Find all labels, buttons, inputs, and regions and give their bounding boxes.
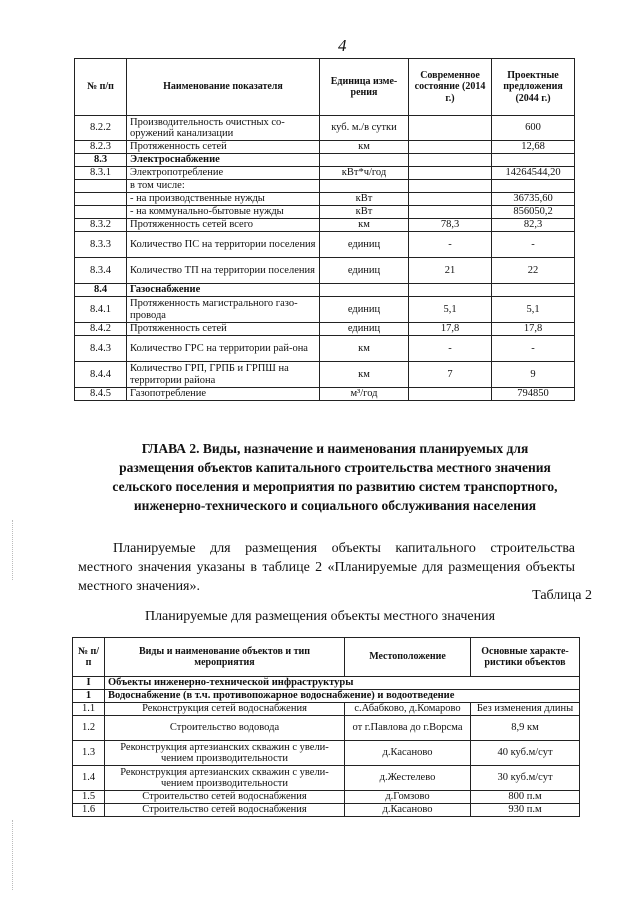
cell-num: 1.6 bbox=[73, 804, 105, 817]
cell-num: 1.3 bbox=[73, 741, 105, 766]
cell-unit: единиц bbox=[320, 297, 409, 323]
cell-num: 8.4.3 bbox=[75, 336, 127, 362]
section-num: 1 bbox=[73, 690, 105, 703]
cell-project: 14264544,20 bbox=[492, 167, 575, 180]
cell-num bbox=[75, 180, 127, 193]
cell-project: 856050,2 bbox=[492, 206, 575, 219]
cell-spec: 800 п.м bbox=[471, 791, 580, 804]
cell-num: 8.3.4 bbox=[75, 258, 127, 284]
header-current: Современное состояние (2014 г.) bbox=[409, 59, 492, 116]
cell-name: Газопотребление bbox=[127, 388, 320, 401]
cell-unit bbox=[320, 180, 409, 193]
cell-name: Количество ПС на территории поселения bbox=[127, 232, 320, 258]
scan-edge bbox=[12, 520, 15, 580]
cell-project: 5,1 bbox=[492, 297, 575, 323]
cell-num: 8.4.4 bbox=[75, 362, 127, 388]
cell-object: Строительство водовода bbox=[105, 716, 345, 741]
cell-current bbox=[409, 167, 492, 180]
table-label: Таблица 2 bbox=[532, 588, 592, 603]
cell-num: 1.4 bbox=[73, 766, 105, 791]
cell-project: 794850 bbox=[492, 388, 575, 401]
cell-num: 8.3.2 bbox=[75, 219, 127, 232]
cell-current: 5,1 bbox=[409, 297, 492, 323]
section-title: Водоснабжение (в т.ч. противопожарное водоснабжение) и водоотведение bbox=[105, 690, 580, 703]
cell-current bbox=[409, 388, 492, 401]
cell-current bbox=[409, 206, 492, 219]
cell-current: 21 bbox=[409, 258, 492, 284]
cell-location: с.Абабково, д.Комарово bbox=[345, 703, 471, 716]
scan-edge bbox=[12, 820, 15, 890]
table-row bbox=[75, 258, 575, 284]
cell-name: Газоснабжение bbox=[127, 284, 320, 297]
cell-spec: 40 куб.м/сут bbox=[471, 741, 580, 766]
cell-current: 17,8 bbox=[409, 323, 492, 336]
cell-name: Количество ГРС на территории рай-она bbox=[127, 336, 320, 362]
section-row bbox=[73, 690, 580, 703]
cell-num: 8.4.2 bbox=[75, 323, 127, 336]
cell-unit: единиц bbox=[320, 323, 409, 336]
cell-project: 9 bbox=[492, 362, 575, 388]
cell-object: Реконструкция артезианских скважин с увели-чением производительности bbox=[105, 766, 345, 791]
cell-name: Протяженность магистрального газо-провода bbox=[127, 297, 320, 323]
table-row bbox=[73, 741, 580, 766]
header-num: № п/п bbox=[75, 59, 127, 116]
table-row bbox=[75, 219, 575, 232]
cell-num: 8.3 bbox=[75, 154, 127, 167]
cell-current: 78,3 bbox=[409, 219, 492, 232]
cell-project: 22 bbox=[492, 258, 575, 284]
cell-current bbox=[409, 193, 492, 206]
table-header-row bbox=[73, 638, 580, 677]
cell-current bbox=[409, 154, 492, 167]
cell-num: 1.1 bbox=[73, 703, 105, 716]
section-title: Объекты инженерно-технической инфраструктуры bbox=[105, 677, 580, 690]
cell-location: д.Касаново bbox=[345, 804, 471, 817]
table-row bbox=[75, 362, 575, 388]
cell-unit: куб. м./в сутки bbox=[320, 116, 409, 141]
cell-name: - на коммунально-бытовые нужды bbox=[127, 206, 320, 219]
cell-num: 8.4 bbox=[75, 284, 127, 297]
cell-num: 8.2.2 bbox=[75, 116, 127, 141]
cell-current bbox=[409, 141, 492, 154]
cell-project bbox=[492, 154, 575, 167]
header-spec: Основные характе-ристики объектов bbox=[471, 638, 580, 677]
cell-unit bbox=[320, 284, 409, 297]
table-row bbox=[75, 180, 575, 193]
cell-num: 1.2 bbox=[73, 716, 105, 741]
cell-name: в том числе: bbox=[127, 180, 320, 193]
cell-spec: 30 куб.м/сут bbox=[471, 766, 580, 791]
cell-project: - bbox=[492, 232, 575, 258]
cell-current bbox=[409, 284, 492, 297]
cell-location: д.Гомзово bbox=[345, 791, 471, 804]
page-number: 4 bbox=[338, 36, 347, 55]
cell-num: 8.4.5 bbox=[75, 388, 127, 401]
cell-unit: единиц bbox=[320, 232, 409, 258]
cell-unit: кВт bbox=[320, 206, 409, 219]
cell-spec: Без изменения длины bbox=[471, 703, 580, 716]
cell-name: Количество ГРП, ГРПБ и ГРПШ на территории района bbox=[127, 362, 320, 388]
cell-spec: 930 п.м bbox=[471, 804, 580, 817]
cell-unit: кВт*ч/год bbox=[320, 167, 409, 180]
cell-unit: м³/год bbox=[320, 388, 409, 401]
cell-name: Протяженность сетей всего bbox=[127, 219, 320, 232]
planned-objects-table bbox=[72, 637, 580, 817]
cell-location: д.Жестелево bbox=[345, 766, 471, 791]
table-row bbox=[75, 232, 575, 258]
table-row bbox=[75, 141, 575, 154]
header-project: Проектные предложения (2044 г.) bbox=[492, 59, 575, 116]
table-row bbox=[75, 388, 575, 401]
table-row bbox=[75, 284, 575, 297]
cell-name: Протяженность сетей bbox=[127, 323, 320, 336]
cell-project: - bbox=[492, 336, 575, 362]
cell-project: 12,68 bbox=[492, 141, 575, 154]
header-name: Наименование показателя bbox=[127, 59, 320, 116]
cell-num: 8.3.3 bbox=[75, 232, 127, 258]
cell-project: 36735,60 bbox=[492, 193, 575, 206]
cell-name: Производительность очистных со-оружений канализации bbox=[127, 116, 320, 141]
cell-current bbox=[409, 180, 492, 193]
cell-location: от г.Павлова до г.Ворсма bbox=[345, 716, 471, 741]
table-row bbox=[73, 716, 580, 741]
table-row bbox=[75, 116, 575, 141]
cell-unit bbox=[320, 154, 409, 167]
cell-num: 8.2.3 bbox=[75, 141, 127, 154]
body-paragraph: Планируемые для размещения объекты капитального строительства местного значения указаны в таблице 2 «Планируемые для размещения объекты местного значения». bbox=[78, 541, 575, 594]
cell-name: Электроснабжение bbox=[127, 154, 320, 167]
cell-num: 8.4.1 bbox=[75, 297, 127, 323]
table-row bbox=[75, 206, 575, 219]
table-row bbox=[73, 804, 580, 817]
cell-num bbox=[75, 206, 127, 219]
cell-current bbox=[409, 116, 492, 141]
cell-location: д.Касаново bbox=[345, 741, 471, 766]
cell-name: Количество ТП на территории поселения bbox=[127, 258, 320, 284]
table-title: Планируемые для размещения объекты местного значения bbox=[144, 609, 496, 624]
table-row bbox=[73, 791, 580, 804]
cell-unit: км bbox=[320, 219, 409, 232]
header-object: Виды и наименование объектов и тип мероприятия bbox=[105, 638, 345, 677]
cell-current: - bbox=[409, 336, 492, 362]
header-location: Местоположение bbox=[345, 638, 471, 677]
table-row bbox=[75, 336, 575, 362]
header-unit: Единица изме-рения bbox=[320, 59, 409, 116]
cell-unit: км bbox=[320, 141, 409, 154]
cell-spec: 8,9 км bbox=[471, 716, 580, 741]
cell-project bbox=[492, 284, 575, 297]
table-row bbox=[75, 167, 575, 180]
cell-current: - bbox=[409, 232, 492, 258]
indicators-table bbox=[74, 58, 575, 401]
table-row bbox=[75, 323, 575, 336]
cell-unit: км bbox=[320, 362, 409, 388]
cell-current: 7 bbox=[409, 362, 492, 388]
cell-project: 82,3 bbox=[492, 219, 575, 232]
cell-num: 8.3.1 bbox=[75, 167, 127, 180]
section-num: I bbox=[73, 677, 105, 690]
cell-name: - на производственные нужды bbox=[127, 193, 320, 206]
cell-project: 600 bbox=[492, 116, 575, 141]
section-row bbox=[73, 677, 580, 690]
table-row bbox=[75, 193, 575, 206]
table-row bbox=[75, 297, 575, 323]
table-row bbox=[75, 154, 575, 167]
table-row bbox=[73, 766, 580, 791]
cell-num: 1.5 bbox=[73, 791, 105, 804]
cell-unit: единиц bbox=[320, 258, 409, 284]
cell-name: Протяженность сетей bbox=[127, 141, 320, 154]
cell-project: 17,8 bbox=[492, 323, 575, 336]
cell-object: Реконструкция сетей водоснабжения bbox=[105, 703, 345, 716]
header-num: № п/п bbox=[73, 638, 105, 677]
table-row bbox=[73, 703, 580, 716]
chapter-heading: ГЛАВА 2. Виды, назначение и наименования планируемых для размещения объектов капитального строительства местного значения сельского поселения и мероприятия по развитию систем транспортного, инженерно-технического и социального обслуживания населения bbox=[112, 441, 558, 513]
cell-num bbox=[75, 193, 127, 206]
cell-object: Строительство сетей водоснабжения bbox=[105, 804, 345, 817]
cell-unit: км bbox=[320, 336, 409, 362]
cell-unit: кВт bbox=[320, 193, 409, 206]
cell-object: Реконструкция артезианских скважин с увели-чением производительности bbox=[105, 741, 345, 766]
cell-object: Строительство сетей водоснабжения bbox=[105, 791, 345, 804]
table-header-row bbox=[75, 59, 575, 116]
cell-name: Электропотребление bbox=[127, 167, 320, 180]
cell-project bbox=[492, 180, 575, 193]
